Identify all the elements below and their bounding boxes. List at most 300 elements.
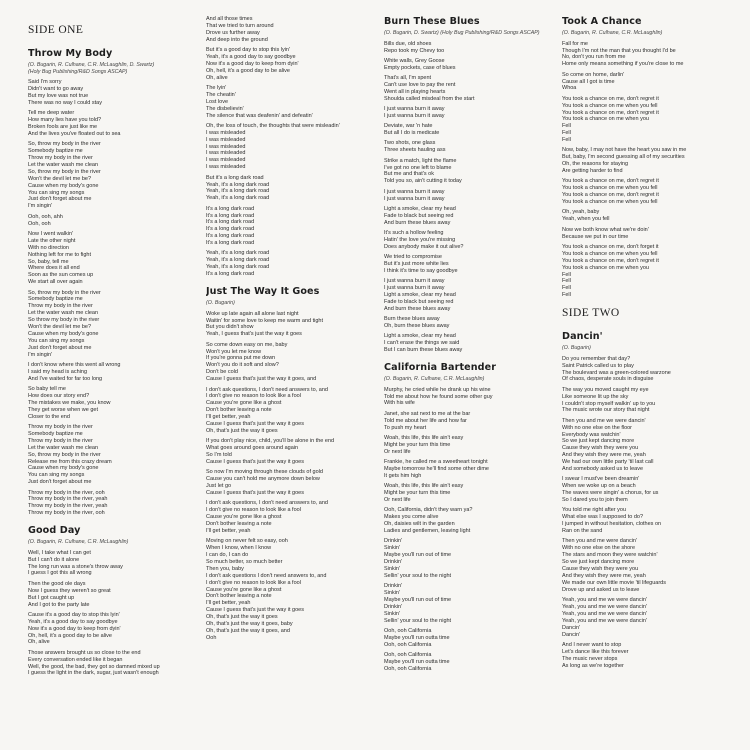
stanza bbox=[28, 490, 194, 518]
lyric-line: I can't erase the things we said bbox=[384, 340, 460, 347]
lyrics-column bbox=[28, 16, 194, 744]
stanza bbox=[28, 231, 194, 286]
lyric-line: Fall for me bbox=[562, 40, 588, 47]
lyric-line: Two shots, one glass bbox=[384, 140, 436, 147]
lyric-line: Drinkin' bbox=[384, 583, 403, 589]
stanza bbox=[206, 206, 372, 247]
lyric-line: Like someone lit up the sky bbox=[562, 393, 629, 400]
stanza bbox=[206, 123, 372, 171]
lyric-line: Ooh, ooh California bbox=[384, 627, 432, 634]
lyric-line: Maybe you'll run out of time bbox=[384, 596, 452, 603]
lyric-line: It's a long dark road bbox=[206, 219, 255, 226]
lyric-line: Cause all I got is time bbox=[562, 78, 615, 85]
lyric-line: I don't give no reason to look like a fool bbox=[206, 579, 301, 586]
song bbox=[562, 331, 728, 669]
lyric-line: Sinkin' bbox=[384, 545, 401, 552]
lyric-line: Sellin' your soul to the night bbox=[384, 572, 452, 579]
lyric-line: I couldn't stop myself walkin' up to you bbox=[562, 400, 656, 407]
lyric-line: That we tried to turn around bbox=[206, 22, 274, 29]
lyric-line: You can sing my songs bbox=[28, 189, 85, 196]
stanza bbox=[562, 72, 728, 93]
lyric-line: Cause when my body's gone bbox=[28, 330, 99, 337]
song-title: Throw My Body bbox=[28, 48, 113, 59]
lyric-line: Cause you're gone like a ghost bbox=[206, 586, 282, 593]
lyric-line: It gets him high bbox=[384, 472, 422, 479]
lyric-line: Throw my body in the river bbox=[28, 437, 93, 444]
lyric-line: You took a chance on me when you fell bbox=[562, 102, 658, 109]
lyric-line: I don't ask questions I don't need answers to, and bbox=[206, 572, 327, 579]
lyric-line: Ran on the sand bbox=[562, 528, 603, 535]
lyric-line: Now it's a good day to keep from dyin' bbox=[206, 60, 299, 67]
lyric-line: Everybody was watchin' bbox=[562, 431, 621, 438]
song-title: Took A Chance bbox=[562, 16, 642, 27]
lyric-line: Don't be cold bbox=[206, 369, 238, 376]
lyric-line: So we just kept dancing more bbox=[562, 438, 635, 445]
lyric-line: Oh, the reasons for staying bbox=[562, 161, 629, 168]
lyric-line: Oh, that's just the way it goes bbox=[206, 427, 278, 434]
lyric-line: Drove up and asked us to leave bbox=[562, 586, 640, 593]
lyric-line: Well, I take what I can get bbox=[28, 549, 91, 556]
lyric-line: Nothing left for me to fight bbox=[28, 251, 91, 258]
lyric-line: Now I went walkin' bbox=[28, 230, 74, 237]
lyric-line: Throw my body in the river, ooh bbox=[28, 489, 105, 496]
stanza bbox=[562, 41, 728, 69]
song-credits: (O. Bugarin) bbox=[562, 345, 591, 352]
lyric-line: I jumped in without hesitation, clothes on bbox=[562, 521, 662, 528]
lyric-line: I don't know where this went all wrong bbox=[28, 361, 121, 368]
lyric-line: Strike a match, light the flame bbox=[384, 157, 457, 164]
lyric-line: The music wrote our story that night bbox=[562, 407, 650, 414]
stanza bbox=[206, 538, 372, 642]
lyric-line: We start all over again bbox=[28, 279, 83, 286]
lyric-line: Oh, burn these blues away bbox=[384, 323, 450, 329]
song-credits: (O. Bugarin, R. Culhane, C.R. McLaughlin) bbox=[562, 30, 663, 36]
stanza bbox=[562, 476, 728, 504]
lyric-line: Cause I guess that's just the way it goes, and bbox=[206, 376, 317, 383]
lyric-line: Lost love bbox=[206, 98, 229, 105]
lyric-line: The cheatin' bbox=[206, 91, 236, 98]
lyric-line: You took a chance on me, don't regret it bbox=[562, 192, 659, 199]
lyric-line: With no direction bbox=[28, 244, 69, 251]
lyric-line: Maybe you'll run outta time bbox=[384, 658, 450, 665]
lyric-line: So come down easy on me, baby bbox=[206, 341, 288, 348]
stanza bbox=[384, 254, 550, 275]
stanza bbox=[384, 123, 550, 137]
lyric-line: Fell bbox=[562, 130, 571, 137]
lyric-line: Yeah, it's a long dark road bbox=[206, 181, 270, 188]
lyric-line: Cause I guess that's just the way it goes bbox=[206, 607, 304, 614]
lyric-line: And they wish they were me, yeah bbox=[562, 572, 646, 579]
lyric-line: To push my heart bbox=[384, 424, 427, 431]
lyric-line: You took a chance on me, don't regret it bbox=[562, 257, 659, 264]
lyric-line: But I got caught up bbox=[28, 594, 75, 601]
stanza bbox=[562, 147, 728, 175]
lyric-line: Won't the devil let me be? bbox=[28, 324, 92, 331]
lyric-line: White walls, Grey Goose bbox=[384, 57, 445, 64]
stanza bbox=[384, 435, 550, 456]
lyric-line: But it's a long dark road bbox=[206, 174, 264, 181]
lyric-line: We made our own little movie 'til lifeguards bbox=[562, 579, 666, 586]
stanza bbox=[562, 642, 728, 670]
stanza bbox=[384, 628, 550, 649]
lyric-line: Soon as the sun comes up bbox=[28, 272, 94, 279]
lyric-line: Then you and me were dancin' bbox=[562, 538, 638, 545]
lyric-line: The long run was a stone's throw away bbox=[28, 563, 123, 570]
lyric-line: You told me right after you bbox=[562, 507, 627, 514]
lyric-line: I was misleaded bbox=[206, 136, 246, 143]
lyric-line: Then you and me we were dancin' bbox=[562, 417, 646, 424]
lyric-line: But all I do is medicate bbox=[384, 130, 440, 137]
lyric-line: Whoa bbox=[562, 85, 577, 92]
lyric-line: You took a chance on me when you fell bbox=[562, 199, 658, 206]
lyric-line: The way you moved caught my eye bbox=[562, 386, 649, 393]
stanza bbox=[562, 244, 728, 299]
lyric-line: Fade to black but seeing red bbox=[384, 298, 454, 305]
stanza bbox=[384, 583, 550, 624]
lyric-line: So now I'm moving through these clouds of gold bbox=[206, 469, 323, 476]
lyric-line: You took a chance on me when you bbox=[562, 116, 649, 123]
lyric-line: How does our story end? bbox=[28, 392, 90, 399]
lyric-line: When we woke up on a beach bbox=[562, 483, 636, 490]
lyric-line: Drinkin' bbox=[384, 603, 403, 610]
lyric-line: But me and that's ok bbox=[384, 171, 434, 178]
lyric-line: I think it's time to say goodbye bbox=[384, 267, 458, 274]
lyric-line: Closer to the end bbox=[28, 413, 70, 420]
lyric-line: You took a chance on me when you fell bbox=[562, 185, 658, 192]
lyric-line: I don't ask questions, I don't need answers to, and bbox=[206, 386, 328, 393]
lyric-line: I swear I must've been dreamin' bbox=[562, 476, 640, 483]
lyric-line: Fell bbox=[562, 278, 571, 285]
lyric-line: You took a chance on me, don't regret it bbox=[562, 109, 659, 116]
lyric-line: Broken fools are just like me bbox=[28, 124, 98, 131]
lyric-line: The silence that was deafenin' and defeatin' bbox=[206, 112, 313, 119]
song-credits: (O. Bugarin, R. Culhane, C.R. McLaughlin) bbox=[28, 539, 129, 546]
lyric-line: Maybe tomorrow he'll find some other dime bbox=[384, 465, 489, 472]
lyric-line: Oh, that's just the way it goes, and bbox=[206, 627, 290, 634]
lyric-line: Sellin' your soul to the night bbox=[384, 617, 452, 624]
lyric-line: I was misleaded bbox=[206, 164, 246, 171]
lyric-line: We tried to compromise bbox=[384, 254, 442, 261]
stanza bbox=[28, 290, 194, 359]
lyric-line: With his wife bbox=[384, 400, 415, 407]
lyric-line: Cause they wish they were you bbox=[562, 566, 639, 573]
stanza bbox=[562, 597, 728, 638]
lyric-line: Oh, the loss of touch, the thoughts that were misleadin' bbox=[206, 122, 340, 129]
lyric-line: Of chaos, desperate souls in disguise bbox=[562, 376, 654, 383]
lyric-line: I've got no one left to blame bbox=[384, 164, 452, 171]
stanza bbox=[384, 387, 550, 408]
lyric-line: Empty pockets, case of blues bbox=[384, 64, 456, 71]
lyric-line: The boulevard was a green-colored warzone bbox=[562, 369, 671, 376]
lyrics-column bbox=[206, 16, 372, 744]
song-title: Burn These Blues bbox=[384, 16, 480, 27]
lyric-line: Just don't forget about me bbox=[28, 344, 92, 351]
stanza bbox=[206, 47, 372, 82]
lyric-line: Because we put in our time bbox=[562, 233, 629, 240]
lyric-line: But my love was not true bbox=[28, 93, 89, 99]
song-title: Good Day bbox=[28, 525, 81, 537]
lyric-line: Yeah, it's a long dark road bbox=[206, 250, 270, 257]
lyric-line: Throw my body in the river bbox=[28, 155, 93, 162]
stanza bbox=[28, 581, 194, 609]
song bbox=[206, 16, 372, 278]
lyric-line: Now I guess they weren't so great bbox=[28, 587, 111, 594]
lyric-line: What else was I supposed to do? bbox=[562, 514, 644, 521]
lyric-line: Cause you're gone like a ghost bbox=[206, 400, 282, 407]
stanza bbox=[206, 469, 372, 497]
lyric-line: I was misleaded bbox=[206, 157, 246, 164]
lyric-line: It's a long dark road bbox=[206, 212, 255, 219]
lyric-line: Oh, alive bbox=[28, 639, 50, 646]
lyric-line: Ooh, ooh, ahh bbox=[28, 213, 63, 220]
lyric-line: Oh, yeah, baby bbox=[562, 209, 600, 216]
lyric-line: With no one else on the floor bbox=[562, 424, 633, 431]
lyric-line: I don't give no reason to look like a fool bbox=[206, 507, 301, 514]
song-title: Dancin' bbox=[562, 331, 603, 343]
lyric-line: Fell bbox=[562, 123, 571, 130]
stanza bbox=[384, 58, 550, 72]
stanza bbox=[384, 75, 550, 103]
lyric-line: Won't the devil let me be? bbox=[28, 175, 92, 182]
lyric-line: Just don't forget about me bbox=[28, 196, 92, 203]
lyric-line: Throw my body in the river, yeah bbox=[28, 496, 108, 503]
lyric-line: Though I'm not the man that you thought I'd be bbox=[562, 47, 676, 54]
stanza bbox=[206, 85, 372, 120]
lyric-line: Cause you can't hold me anymore down below bbox=[206, 476, 320, 483]
song-credits: (O. Bugarin, R. Culhane, C.R. McLaughlin) bbox=[384, 376, 485, 383]
lyric-line: The disbelievin' bbox=[206, 105, 244, 112]
lyric-line: Woke up late again all alone last night bbox=[206, 310, 299, 317]
lyric-line: So we just kept dancing more bbox=[562, 559, 635, 566]
song-title: California Bartender bbox=[384, 362, 497, 374]
lyric-line: Drinkin' bbox=[384, 558, 403, 565]
lyric-line: Can't use love to pay the rent bbox=[384, 81, 456, 88]
lyric-line: Woah, this life, this life ain't easy bbox=[384, 434, 464, 441]
stanza bbox=[206, 387, 372, 435]
lyric-line: And the lives you've floated out to sea bbox=[28, 130, 121, 137]
lyric-line: Yeah, when you fell bbox=[562, 216, 610, 223]
lyric-line: I don't ask questions, I don't need answers to, and bbox=[206, 500, 328, 507]
song bbox=[384, 362, 550, 673]
lyrics-column bbox=[384, 16, 550, 744]
lyric-line: Repo took my Chevy too bbox=[384, 47, 445, 54]
stanza bbox=[206, 250, 372, 278]
song-credits: (O. Bugarin) bbox=[206, 300, 235, 307]
lyric-line: And I got to the party late bbox=[28, 601, 90, 608]
lyric-line: The waves were singin' a chorus, for us bbox=[562, 490, 659, 497]
lyric-line: But you didn't show bbox=[206, 324, 254, 331]
song-title: Just The Way It Goes bbox=[206, 286, 320, 298]
lyric-line: It's a long dark road bbox=[206, 226, 255, 233]
lyric-line: Bills due, old shoes bbox=[384, 40, 432, 47]
lyric-line: Every conversation ended like it began bbox=[28, 656, 123, 663]
lyric-line: Where does it all end bbox=[28, 265, 80, 272]
lyric-line: Light a smoke, clear my head bbox=[384, 205, 456, 212]
lyric-line: It's a long dark road bbox=[206, 205, 255, 212]
lyric-line: So, throw my body in the river bbox=[28, 451, 101, 458]
lyric-line: Didn't want to go away bbox=[28, 86, 84, 93]
lyric-line: So, throw my body in the river bbox=[28, 289, 101, 296]
lyric-line: Tell me deep water bbox=[28, 110, 75, 117]
stanza bbox=[384, 316, 550, 330]
lyric-line: You took a chance on me when you bbox=[562, 264, 649, 271]
lyric-line: And I never want to stop bbox=[562, 641, 622, 648]
lyric-line: I guess the light in the dark, sugar, just wasn't enough bbox=[28, 670, 159, 677]
lyric-line: I just wanna burn it away bbox=[384, 285, 445, 292]
lyric-line: Oh, that's just the way it goes, baby bbox=[206, 621, 293, 628]
lyric-line: Deviate, war 'n hate bbox=[384, 123, 433, 130]
lyric-line: But it's just more white lies bbox=[384, 260, 449, 267]
lyric-line: I was misleaded bbox=[206, 150, 246, 157]
lyric-line: And I've waited for far too long bbox=[28, 375, 103, 382]
lyric-line: Just let go bbox=[206, 483, 232, 490]
lyric-line: I just wanna burn it away bbox=[384, 278, 445, 285]
lyric-line: Murphy, he cried while he drank up his wine bbox=[384, 386, 491, 393]
lyric-line: How many lies have you told? bbox=[28, 117, 102, 124]
lyric-line: Then you, baby bbox=[206, 565, 244, 572]
lyric-line: Fell bbox=[562, 271, 571, 278]
lyric-line: You can sing my songs bbox=[28, 472, 85, 479]
lyric-line: Are getting harder to find bbox=[562, 168, 623, 175]
lyric-line: Oh, hell, it's a good day to be alive bbox=[206, 67, 290, 74]
lyric-line: Saint Patrick called us to play bbox=[562, 362, 634, 369]
lyric-line: Cause when my body's gone bbox=[28, 182, 99, 189]
lyric-line: Yeah, you and me we were dancin' bbox=[562, 597, 647, 604]
lyric-line: Ooh, ooh California bbox=[384, 651, 432, 658]
stanza bbox=[384, 538, 550, 579]
stanza bbox=[28, 214, 194, 228]
lyric-line: Cause I guess that's just the way it goes bbox=[206, 458, 304, 465]
lyric-line: Don't bother leaving a note bbox=[206, 593, 272, 600]
lyric-line: Then the good ole days bbox=[28, 580, 86, 587]
lyric-line: Dancin' bbox=[562, 624, 581, 631]
lyric-line: Three sheets hauling ass bbox=[384, 147, 446, 154]
lyric-line: Yeah, it's a long dark road bbox=[206, 264, 270, 271]
stanza bbox=[384, 206, 550, 227]
stanza bbox=[384, 411, 550, 432]
lyric-line: Yeah, it's a long dark road bbox=[206, 195, 270, 202]
song bbox=[206, 286, 372, 642]
lyric-line: Let the water wash me clean bbox=[28, 310, 99, 317]
lyric-line: Won't you do it soft and slow? bbox=[206, 362, 279, 369]
lyric-line: If you don't play nice, child, you'll be alone in the end bbox=[206, 438, 335, 445]
lyric-line: And burn these blues away bbox=[384, 219, 451, 226]
lyric-line: I don't give no reason to look like a fool bbox=[206, 393, 301, 400]
lyric-line: Throw my body in the river bbox=[28, 303, 93, 310]
stanza bbox=[384, 140, 550, 154]
lyric-line: Sinkin' bbox=[384, 610, 401, 617]
lyric-line: Home only means something if you're close to me bbox=[562, 61, 684, 68]
stanza bbox=[384, 333, 550, 354]
lyric-line: I just wanna burn it away bbox=[384, 106, 445, 113]
stanza bbox=[562, 418, 728, 473]
stanza bbox=[562, 507, 728, 535]
lyric-line: Or next life bbox=[384, 448, 411, 455]
stanza bbox=[384, 459, 550, 480]
stanza bbox=[28, 386, 194, 421]
lyric-line: If you're gonna put me down bbox=[206, 355, 276, 362]
song-credits: (O. Bugarin, R. Culhane, C.R. McLaughlin, D. Swartz) (Holy Bug Publishing/R&D Songs ASCAP) bbox=[28, 62, 155, 75]
lyric-line: Oh, alive bbox=[206, 74, 228, 81]
lyric-line: And all those times bbox=[206, 16, 253, 22]
lyric-line: We had our own little party 'til last call bbox=[562, 459, 654, 466]
lyric-line: Fell bbox=[562, 292, 571, 299]
stanza bbox=[562, 227, 728, 241]
lyric-line: You took a chance on me, don't forget it bbox=[562, 243, 659, 250]
lyric-line: But I can burn these blues away bbox=[384, 347, 463, 354]
lyric-line: Maybe you'll run outta time bbox=[384, 634, 450, 641]
lyric-line: I just wanna burn it away bbox=[384, 195, 445, 202]
lyric-line: The mistakes we make, you know bbox=[28, 399, 111, 406]
lyric-line: Cause it's a good day to stop this lyin' bbox=[28, 611, 120, 618]
lyric-line: And somebody asked us to leave bbox=[562, 466, 644, 473]
lyric-line: So, throw my body in the river bbox=[28, 168, 101, 175]
lyric-line: Don't bother leaving a note bbox=[206, 407, 272, 414]
lyric-line: Cause I guess that's just the way it goes bbox=[206, 489, 304, 496]
lyric-line: I just wanna burn it away bbox=[384, 188, 445, 195]
lyric-line: Oh, hell, it's a good day to be alive bbox=[28, 632, 112, 639]
lyric-line: With no one else on the shore bbox=[562, 545, 636, 552]
side-heading: SIDE TWO bbox=[562, 307, 620, 320]
lyric-line: I'll get better, yeah bbox=[206, 414, 251, 421]
lyric-line: Ooh, ooh bbox=[28, 220, 51, 227]
lyric-line: You took a chance on me when you fell bbox=[562, 250, 658, 257]
lyric-line: But it's a good day to stop this lyin' bbox=[206, 47, 291, 54]
lyric-line: Ooh, California, didn't they warn ya? bbox=[384, 507, 473, 514]
lyric-line: I was misleaded bbox=[206, 129, 246, 136]
lyric-line: Cause they wish they were you bbox=[562, 445, 639, 452]
stanza bbox=[206, 342, 372, 383]
lyric-line: Sinkin' bbox=[384, 565, 401, 572]
lyric-line: Light a smoke, clear my head bbox=[384, 291, 456, 298]
lyric-line: Let the water wash me clean bbox=[28, 161, 99, 168]
stanza bbox=[206, 438, 372, 466]
lyric-line: Let the water wash me clean bbox=[28, 444, 99, 451]
lyric-line: Let's dance like this forever bbox=[562, 648, 629, 655]
lyric-line: And burn these blues away bbox=[384, 305, 451, 312]
lyric-line: Oh, daisies wilt in the garden bbox=[384, 520, 455, 527]
lyric-line: Now it's a good day to keep from dyin' bbox=[28, 625, 121, 632]
lyric-line: Said I'm sorry bbox=[28, 79, 62, 86]
lyric-line: Might be your turn this time bbox=[384, 489, 451, 496]
stanza bbox=[562, 96, 728, 144]
lyric-line: Cause you're gone like a ghost bbox=[206, 514, 282, 521]
lyric-line: Yeah, it's a good day to say goodbye bbox=[28, 618, 118, 625]
stanza bbox=[384, 652, 550, 673]
lyric-line: And deep into the ground bbox=[206, 36, 268, 43]
lyric-line: Cause I guess that's just the way it goes bbox=[206, 421, 304, 428]
lyric-line: It's such a hollow feeling bbox=[384, 229, 444, 236]
lyric-line: They get worse when we get bbox=[28, 406, 99, 413]
lyric-line: I'll get better, yeah bbox=[206, 600, 251, 607]
stanza bbox=[28, 650, 194, 678]
lyric-line: Yeah, it's a long dark road bbox=[206, 257, 270, 264]
lyric-line: You took a chance on me, don't regret it bbox=[562, 178, 659, 185]
stanza bbox=[562, 356, 728, 384]
lyric-line: Makes you come alive bbox=[384, 514, 439, 521]
lyric-line: So come on home, darlin' bbox=[562, 71, 625, 78]
lyric-line: Moving on never felt so easy, ooh bbox=[206, 538, 288, 545]
lyric-line: Maybe you'll run out of time bbox=[384, 551, 452, 558]
lyric-line: Frankie, he called me a sweetheart tonight bbox=[384, 458, 488, 465]
lyric-line: Won't you let me know bbox=[206, 348, 262, 355]
lyric-line: But, baby, I'm second guessing all of my securities bbox=[562, 154, 685, 161]
lyric-line: Sinkin' bbox=[384, 589, 401, 596]
stanza bbox=[384, 189, 550, 203]
lyric-line: I'm singin' bbox=[28, 351, 53, 358]
lyric-line: Fade to black but seeing red bbox=[384, 212, 454, 219]
stanza bbox=[384, 230, 550, 251]
